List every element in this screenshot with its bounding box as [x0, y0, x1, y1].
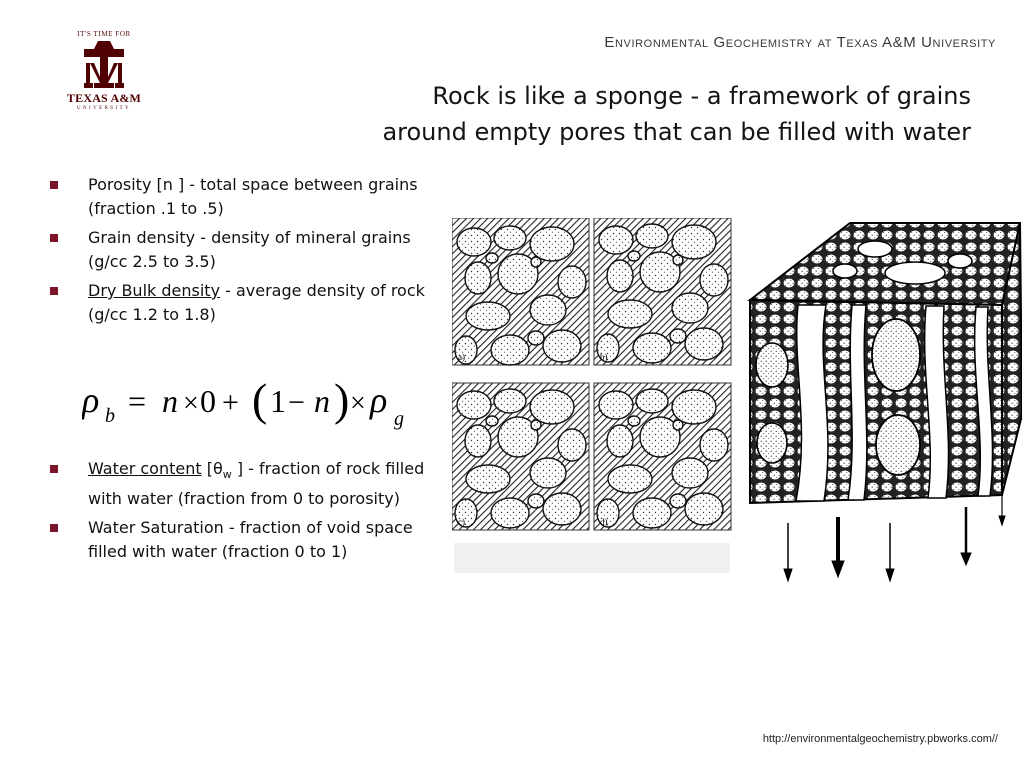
bullet-grain-density	[48, 226, 433, 274]
bullet-dry-bulk-density	[48, 279, 433, 327]
institution-header: Environmental Geochemistry at Texas A&M University	[604, 34, 996, 51]
panel-label-a: a)	[458, 352, 465, 362]
bullet-water-saturation-text: Water Saturation - fraction of void space filled with water (fraction 0 to 1)	[88, 518, 413, 562]
bullet-water-content-text: ] - fraction of rock filled with water (fraction from 0 to porosity)	[88, 459, 425, 509]
definitions-list-top	[48, 173, 433, 332]
bullet-grain-density-text: Grain density - density of mineral grains (g/cc 2.5 to 3.5)	[88, 228, 411, 271]
bullet-square-icon	[50, 181, 58, 189]
logo-university-subname: UNIVERSITY	[77, 106, 131, 111]
title-line-2: around empty pores that can be filled with water	[382, 118, 971, 146]
formula-rho-b: ρ	[82, 380, 100, 420]
definitions-list-bottom	[48, 457, 433, 569]
bullet-water-content-lead: Water content	[88, 459, 202, 478]
panel-d	[594, 383, 731, 530]
formula-rho-g: ρ	[370, 380, 388, 420]
block-top-face	[750, 223, 1020, 305]
logo-university-name: TEXAS A&M	[66, 91, 142, 105]
title-line-1: Rock is like a sponge - a framework of grains	[432, 82, 971, 110]
rock-block-diagram	[740, 205, 1022, 587]
panel-c	[452, 383, 589, 530]
bullet-water-content-sub: w	[222, 468, 232, 482]
formula-times-1: ×	[183, 388, 199, 419]
panel-a	[452, 218, 589, 365]
formula-zero: 0	[200, 383, 216, 419]
formula-equals: =	[128, 383, 147, 419]
panel-b	[594, 218, 731, 365]
formula-minus: −	[288, 386, 305, 419]
formula-n1: n	[162, 383, 178, 419]
bullet-porosity-text: Porosity [n ] - total space between grains (fraction .1 to .5)	[88, 175, 418, 218]
formula-one: 1	[270, 383, 286, 419]
texas-am-logo	[62, 28, 146, 114]
faded-caption-area	[454, 543, 730, 573]
bullet-water-content	[48, 457, 433, 511]
block-front-face	[750, 300, 1002, 503]
formula-n2: n	[314, 383, 330, 419]
formula-times-2: ×	[350, 388, 366, 419]
bullet-dry-bulk-density-text: - average density of rock (g/cc 1.2 to 1.8)	[88, 281, 425, 324]
formula-sub-b: b	[105, 405, 115, 427]
bullet-square-icon	[50, 234, 58, 242]
bulk-density-formula	[82, 372, 432, 434]
bullet-square-icon	[50, 465, 58, 473]
bullet-dry-bulk-density-lead: Dry Bulk density	[88, 281, 221, 300]
panel-label-c: c)	[458, 517, 465, 527]
bullet-square-icon	[50, 287, 58, 295]
panel-label-d: d)	[600, 517, 608, 527]
bullet-water-content-pre: [θ	[201, 459, 223, 478]
logo-tagline: IT'S TIME FOR	[77, 30, 131, 38]
formula-lparen: (	[252, 374, 268, 425]
formula-plus: +	[222, 386, 239, 419]
source-url: http://environmentalgeochemistry.pbworks.com//	[762, 733, 998, 745]
bullet-water-saturation	[48, 516, 433, 564]
panel-label-b: b)	[600, 352, 608, 362]
pore-packing-figure	[452, 218, 734, 586]
formula-sub-g: g	[394, 408, 404, 430]
formula-rparen: )	[334, 374, 350, 425]
atm-monogram-icon	[84, 41, 124, 89]
bullet-porosity	[48, 173, 433, 221]
slide-title	[271, 78, 971, 150]
bullet-square-icon	[50, 524, 58, 532]
